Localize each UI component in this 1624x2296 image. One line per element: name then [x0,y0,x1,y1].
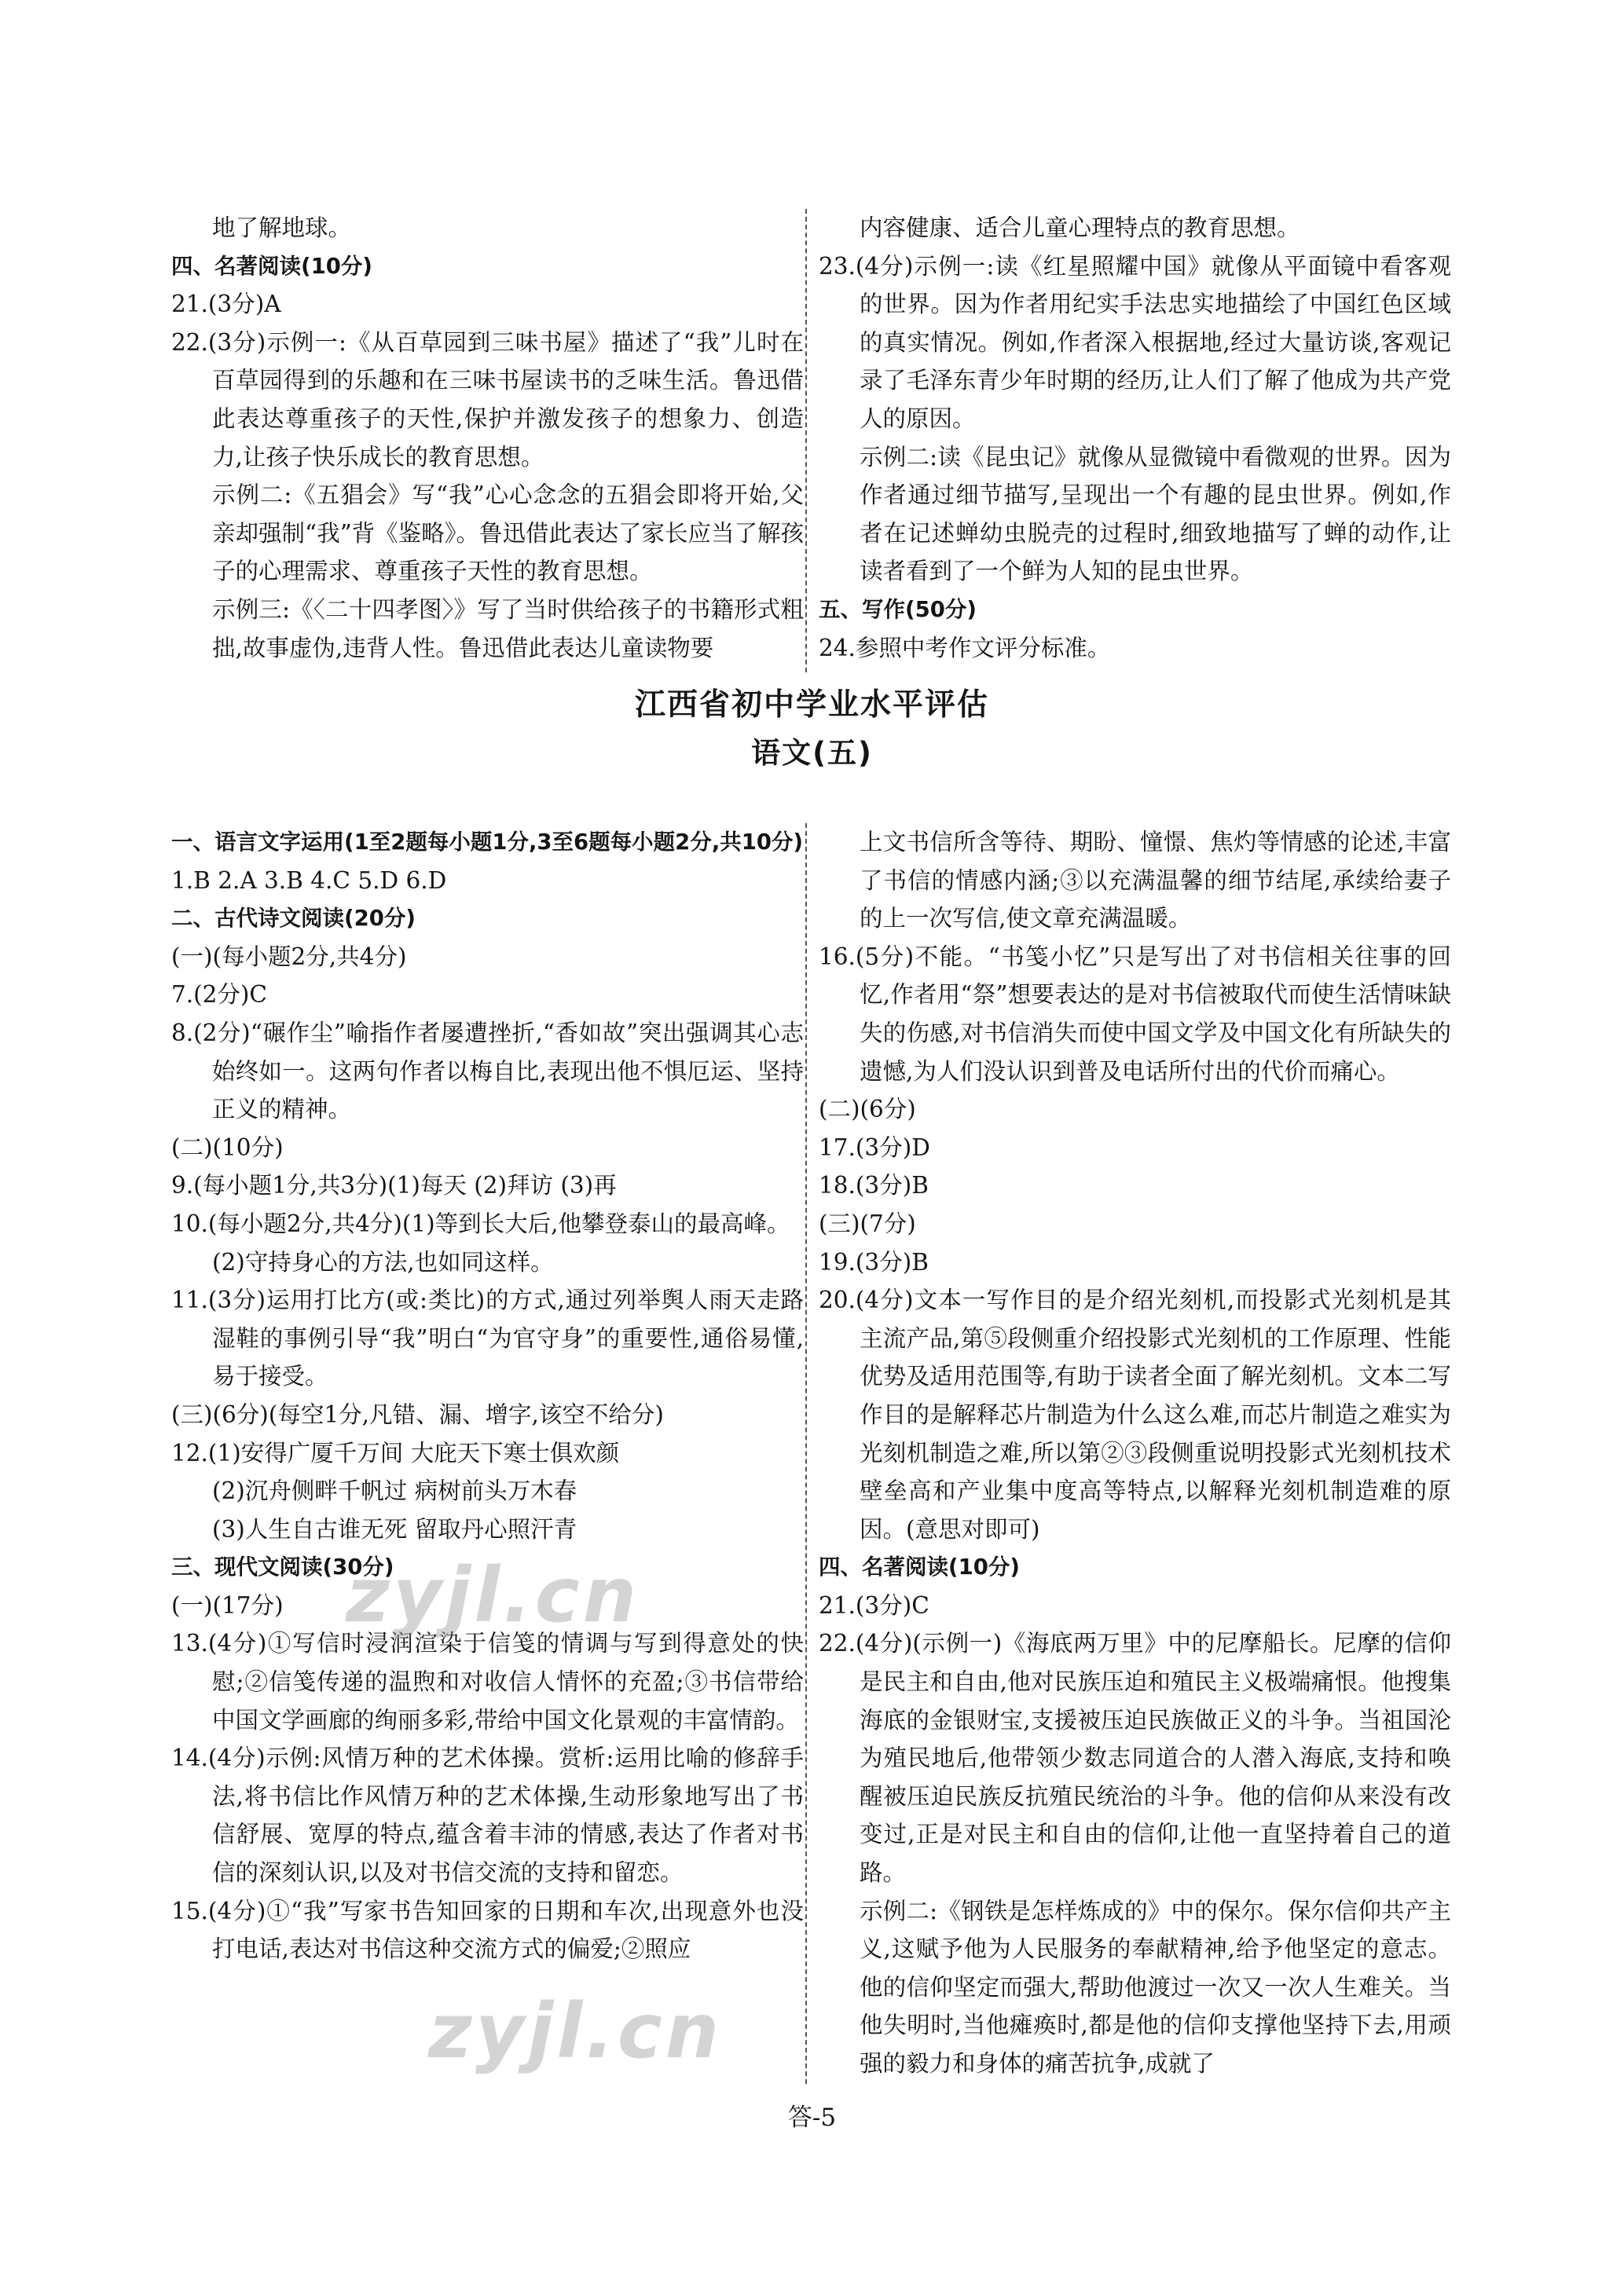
page-number: 答-5 [787,2104,837,2132]
watermark-lower: zyjl.cn [428,1987,722,2075]
answer-paragraph: 10.(每小题2分,共4分)(1)等到长大后,他攀登泰山的最高峰。 [171,1210,790,1237]
answer-paragraph: 8.(2分)“碾作尘”喻指作者屡遭挫折,“香如故”突出强调其心志始终如一。这两句作者以梅自比,表现出他不惧厄运、坚持正义的精神。 [171,1019,804,1123]
answer-paragraph: 23.(4分)示例一:读《红星照耀中国》就像从平面镜中看客观的世界。因为作者用纪实手法忠实地描绘了中国红色区域的真实情况。例如,作者深入根据地,经过大量访谈,客观记录了毛泽东青少年时期的经历,让人们了解了他成为共产党人的原因。 [819,252,1451,432]
column-divider-top [805,209,807,672]
answer-paragraph: (2)守持身心的方法,也如同这样。 [212,1248,554,1276]
exam-subtitle: 语文(五) [751,736,873,770]
answer-paragraph: 示例二:《五猖会》写“我”心心念念的五猖会即将开始,父亲却强制“我”背《鉴略》。鲁迅借此表达了家长应当了解孩子的心理需求、尊重孩子天性的教育思想。 [212,482,804,585]
answer-paragraph: 21.(3分)A [171,291,281,318]
answer-paragraph: 11.(3分)运用打比方(或:类比)的方式,通过列举舆人雨天走路湿鞋的事例引导“我”明白“为官守身”的重要性,通俗易懂,易于接受。 [171,1287,804,1390]
answer-paragraph: 示例二:读《昆虫记》就像从显微镜中看微观的世界。因为作者通过细节描写,呈现出一个有趣的昆虫世界。例如,作者在记述蝉幼虫脱壳的过程时,细致地描写了蝉的动作,让读者看到了一个鲜为人知的昆虫世界。 [860,443,1451,585]
answer-paragraph: 12.(1)安得广厦千万间 大庇天下寒士俱欢颜 [171,1439,620,1467]
answer-paragraph: 22.(3分)示例一:《从百草园到三味书屋》描述了“我”儿时在百草园得到的乐趣和在三味书屋读书的乏味生活。鲁迅借此表达尊重孩子的天性,保护并激发孩子的想象力、创造力,让孩子快乐成长的教育思想。 [171,328,804,471]
answer-paragraph: 19.(3分)B [819,1248,929,1276]
answer-paragraph: (二)(10分) [171,1133,284,1161]
answer-paragraph: 示例三:《〈二十四孝图〉》写了当时供给孩子的书籍形式粗拙,故事虚伪,违背人性。鲁迅借此表达儿童读物要 [212,595,804,661]
answer-paragraph: (三)(7分) [819,1210,916,1237]
top-right-column [819,209,1451,667]
answer-paragraph: 24.参照中考作文评分标准。 [819,634,1111,661]
answer-paragraph: (一)(17分) [171,1591,284,1619]
answer-paragraph: 20.(4分)文本一写作目的是介绍光刻机,而投影式光刻机是其主流产品,第⑤段侧重介绍投影式光刻机的工作原理、性能优势及适用范围等,有助于读者全面了解光刻机。文本二写作目的是解释芯片制造为什么这么难,而芯片制造之难实为光刻机制造之难,所以第②③段侧重说明投影式光刻机技术壁垒高和产业集中度高等特点,以解释光刻机制造难的原因。(意思对即可) [819,1287,1451,1543]
answer-paragraph: 14.(4分)示例:风情万种的艺术体操。赏析:运用比喻的修辞手法,将书信比作风情万种的艺术体操,生动形象地写出了书信舒展、宽厚的特点,蕴含着丰沛的情感,表达了作者对书信的深刻认识,以及对书信交流的支持和留恋。 [171,1745,804,1887]
answer-paragraph: (2)沉舟侧畔千帆过 病树前头万木春 [212,1478,577,1505]
answer-paragraph: 17.(3分)D [819,1133,930,1161]
watermark-upper: zyjl.cn [346,1551,640,1639]
section-heading: 二、古代诗文阅读(20分) [171,906,416,932]
answer-paragraph: (3)人生自古谁无死 留取丹心照汗青 [212,1515,577,1543]
answer-paragraph: 18.(3分)B [819,1172,929,1199]
answer-paragraph: 7.(2分)C [171,981,268,1009]
section-heading: 一、语言文字运用(1至2题每小题1分,3至6题每小题2分,共10分) [171,829,804,855]
answer-paragraph: (二)(6分) [819,1096,916,1123]
answer-paragraph: (三)(6分)(每空1分,凡错、漏、增字,该空不给分) [171,1401,664,1428]
answer-paragraph: 22.(4分)(示例一)《海底两万里》中的尼摩船长。尼摩的信仰是民主和自由,他对民族压迫和殖民主义极端痛恨。他搜集海底的金银财宝,支援被压迫民族做正义的斗争。当祖国沦为殖民地后,他带领少数志同道合的人潜入海底,支持和唤醒被压迫民族反抗殖民统治的斗争。他的信仰从来没有改变过,正是对民主和自由的信仰,让他一直坚持着自己的道路。 [819,1630,1451,1887]
answer-paragraph: 1.B 2.A 3.B 4.C 5.D 6.D [171,866,447,894]
answer-paragraph: 示例二:《钢铁是怎样炼成的》中的保尔。保尔信仰共产主义,这赋予他为人民服务的奉献精神,给予他坚定的意志。他的信仰坚定而强大,帮助他渡过一次又一次人生难关。当他失明时,当他瘫痪时,都是他的信仰支撑他坚持下去,用顽强的毅力和身体的痛苦抗争,成就了 [860,1897,1451,2077]
answer-paragraph: 16.(5分)不能。“书笺小忆”只是写出了对书信相关往事的回忆,作者用“祭”想要表达的是对书信被取代而使生活情味缺失的伤感,对书信消失而使中国文学及中国文化有所缺失的遗憾,为人们没认识到普及电话所付出的代价而痛心。 [819,943,1451,1085]
answer-paragraph: 上文书信所含等待、期盼、憧憬、焦灼等情感的论述,丰富了书信的情感内涵;③以充满温馨的细节结尾,承续给妻子的上一次写信,使文章充满温暖。 [860,829,1451,932]
section-heading: 四、名著阅读(10分) [819,1554,1020,1580]
answer-paragraph: 13.(4分)①写信时浸润渲染于信笺的情调与写到得意处的快慰;②信笺传递的温煦和对收信人情怀的充盈;③书信带给中国文学画廊的绚丽多彩,带给中国文化景观的丰富情韵。 [171,1630,804,1734]
bottom-right-column [819,823,1451,2083]
top-left-column [171,209,804,667]
answer-paragraph: 9.(每小题1分,共3分)(1)每天 (2)拜访 (3)再 [171,1172,617,1199]
section-heading: 五、写作(50分) [819,596,977,622]
answer-paragraph: (一)(每小题2分,共4分) [171,943,407,970]
section-heading: 四、名著阅读(10分) [171,253,372,279]
answer-paragraph: 地了解地球。 [212,214,352,241]
answer-paragraph: 15.(4分)①“我”写家书告知回家的日期和车次,出现意外也没打电话,表达对书信这种交流方式的偏爱;②照应 [171,1897,804,1963]
answer-paragraph: 内容健康、适合儿童心理特点的教育思想。 [860,214,1300,241]
column-divider-bottom [805,823,807,2084]
section-heading: 三、现代文阅读(30分) [171,1554,394,1580]
exam-title: 江西省初中学业水平评估 [634,687,989,723]
bottom-left-column [171,823,804,1968]
answer-paragraph: 21.(3分)C [819,1591,929,1619]
